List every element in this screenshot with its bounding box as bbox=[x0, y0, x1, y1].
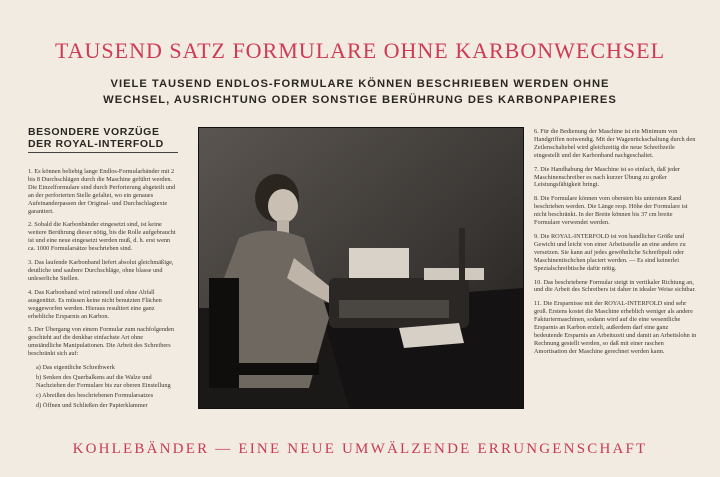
feature-7: 7. Die Handhabung der Maschine ist so einfach, daß jeder Maschinenschreiber es nach kurzer Übung zu großer Leistungsfähigkeit bringt. bbox=[534, 165, 681, 189]
left-heading-line-2: DER ROYAL-INTERFOLD bbox=[28, 138, 164, 150]
left-column-text bbox=[28, 168, 178, 412]
poster-subtitle-line-1: VIELE TAUSEND ENDLOS-FORMULARE KÖNNEN BESCHRIEBEN WERDEN OHNE bbox=[110, 78, 610, 90]
right-column-text bbox=[534, 128, 698, 362]
heading-divider bbox=[28, 152, 178, 153]
feature-3: 3. Das laufende Karbonband liefert absolut gleichmäßige, deutliche und saubere Durchschläge, ohne blasse und unleserliche Stellen. bbox=[28, 259, 174, 282]
poster-subtitle-line-2: WECHSEL, AUSRICHTUNG ODER SONSTIGE BERÜHRUNG DES KARBONPAPIERES bbox=[103, 94, 617, 106]
typist-photograph bbox=[198, 127, 524, 409]
feature-9: 9. Die ROYAL-INTERFOLD ist von handlicher Größe und Gewicht und leicht von einer Arbeitsstelle an eine andere zu versetzen. Sie kann auf jedes gewöhnliche Schreibpult oder Maschinentischchen placiert werden. — Es sind keinerlei Spezialschreibtische dafür nötig. bbox=[534, 232, 686, 272]
poster-title: TAUSEND SATZ FORMULARE OHNE KARBONWECHSEL bbox=[54, 38, 666, 63]
feature-5-item-c: c) Abreißen des beschriebenen Formularsatzes bbox=[36, 391, 154, 399]
feature-11: 11. Die Ersparnisse mit der ROYAL-INTERFOLD sind sehr groß. Erstens kostet die Maschine erheblich weniger als andere Fakturiermaschinen, sodann wird auf die eine wesentliche Ersparnis an Karbon erzielt, außerdem darf eine ganz bedeutende Ersparnis an Arbeitszeit und damit an Arbeitslohn in Rechnung gestellt werden, so daß mit einer raschen Amortisation der Maschine gerechnet werden kann. bbox=[534, 300, 697, 355]
feature-2: 2. Sobald die Karbonbänder eingesetzt sind, ist keine weitere Berührung dieser nötig, bis die Rolle aufgebraucht ist und eine neue eingesetzt werden muß, d. h. erst wenn ca. 1000 Formularsätze beschrieben sind. bbox=[28, 221, 176, 253]
feature-6: 6. Für die Bedienung der Maschine ist ein Minimum von Handgriffen notwendig. Mit der Wagenrückschaltung durch den Zeilenschaltebel wird gleichzeitig die neue Schreibzeile eingestellt und der Karbonband nachgeschaltet. bbox=[534, 128, 696, 159]
feature-1: 1. Es können beliebig lange Endlos-Formularbänder mit 2 bis 8 Durchschlägen durch die Maschine geführt werden. Die Einzelformulare sind durch Perforierung abgeteilt und an der perforierten Stelle gefaltet, wo ein genaues Aufeinanderpassen der Original- und Durchschlagtexte garantiert. bbox=[28, 168, 176, 215]
feature-10: 10. Das beschriebene Formular steigt in vertikaler Richtung an, und die Arbeit des Schreibers ist daher in idealer Weise sichtbar. bbox=[534, 278, 696, 294]
feature-5-item-a: a) Das eigentliche Schreibwerk bbox=[36, 364, 115, 372]
feature-8: 8. Die Formulare können vom obersten bis untersten Rand beschrieben werden. Die Länge resp. Höhe der Formulare ist nicht beschränkt. In der Breite können bis 37 cm breite Formulare verwendet werden. bbox=[534, 195, 688, 227]
typist-photo-illustration bbox=[199, 128, 523, 408]
feature-5: 5. Der Übergang von einem Formular zum nachfolgenden geschieht auf die denkbar einfachste Art ohne umständliche Manipulationen. Die Arbeit des Schreibers beschränkt sich auf: bbox=[28, 326, 175, 358]
feature-5-item-b: b) Senken des Querbalkens auf die Walze und Nachziehen der Formulare bis zur oberen Einstellung bbox=[36, 373, 171, 389]
feature-4: 4. Das Karbonband wird rationell und ohne Abfall ausgenützt. Es müssen keine nicht benutzten Flächen weggeworfen werden. Hieraus resultiert eine ganz erhebliche Ersparnis an Karbon. bbox=[28, 288, 162, 320]
feature-5-item-d: d) Öffnen und Schließen der Papierklammer bbox=[36, 401, 148, 409]
left-heading-line-1: BESONDERE VORZÜGE bbox=[28, 126, 160, 138]
poster-footer-slogan: KOHLEBÄNDER — EINE NEUE UMWÄLZENDE ERRUNGENSCHAFT bbox=[72, 441, 648, 457]
left-heading bbox=[28, 126, 188, 150]
